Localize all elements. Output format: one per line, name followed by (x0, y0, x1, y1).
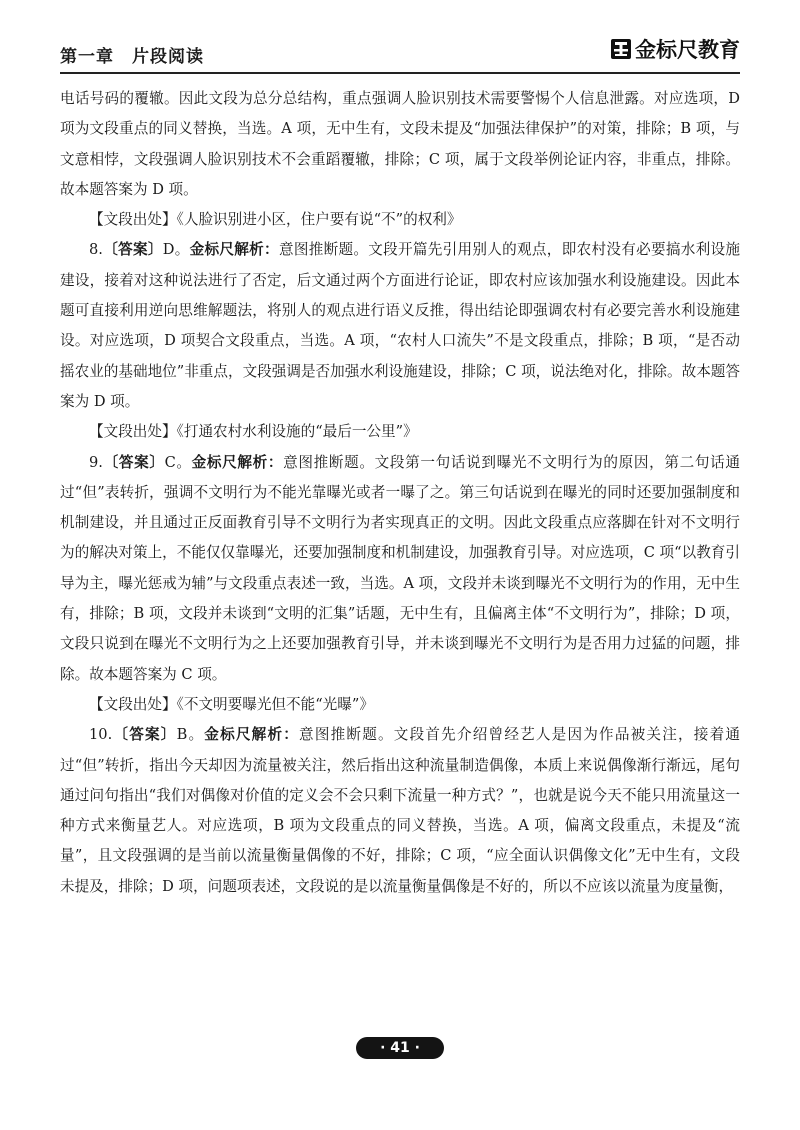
source-9 (60, 690, 740, 720)
source-8 (60, 417, 740, 447)
paragraph-continuation: 电话号码的覆辙。因此文段为总分总结构，重点强调人脸识别技术需要警惕个人信息泄露。对应选项，D 项为文段重点的同义替换，当选。A 项，无中生有，文段未提及“加强法律保护”的对策，排除；B 项，与文意相悖，文段强调人脸识别技术不会重蹈覆辙，排除；C 项，属于文段举例论证内容，非重点，排除。故本题答案为 D 项。 (60, 90, 740, 198)
source-title: 《打通农村水利设施的“最后一公里”》 (176, 423, 418, 441)
page-body (60, 84, 740, 902)
question-number: 8. (89, 241, 103, 259)
question-10 (60, 720, 740, 902)
source-label: 【文段出处】 (89, 211, 177, 229)
answer-value: D。 (162, 241, 190, 259)
answer-label: 〔答案〕 (112, 726, 177, 744)
brand-logo (610, 36, 740, 62)
header-divider (60, 72, 740, 74)
answer-label: 〔答案〕 (102, 241, 163, 259)
brand-name: 金标尺教育 (635, 38, 740, 62)
question-8 (60, 235, 740, 417)
analysis-text: 意图推断题。文段第一句话说到曝光不文明行为的原因，第二句话通过“但”表转折，强调不文明行为不能光靠曝光或者一曝了之。第三句话说到在曝光的同时还要加强制度和机制建设，并且通过正反面教育引导不文明行为者实现真正的文明。因此文段重点应落脚在针对不文明行为的解决对策上，不能仅仅靠曝光，还要加强制度和机制建设，加强教育引导。对应选项，C 项“以教育引导为主，曝光惩戒为辅”与文段重点表述一致，当选。A 项，文段并未谈到曝光不文明行为的作用，无中生有，排除；B 项，文段并未谈到“文明的汇集”话题，无中生有，且偏离主体“不文明行为”，排除；D 项，文段只说到在曝光不文明行为之上还要加强教育引导，并未谈到曝光不文明行为是否用力过猛的问题，排除。故本题答案为 C 项。 (60, 453, 740, 683)
page-number: · 41 · (356, 1037, 444, 1059)
question-number: 9. (89, 453, 103, 471)
analysis-label: 金标尺解析： (189, 241, 279, 259)
chapter-title: 第一章 片段阅读 (60, 47, 204, 67)
analysis-text: 意图推断题。文段开篇先引用别人的观点，即农村没有必要搞水利设施建设，接着对这种说法进行了否定，后文通过两个方面进行论证，即农村应该加强水利设施建设。因此本题可直接利用逆向思维解题法，将别人的观点进行语义反推，得出结论即强调农村有必要完善水利设施建设。对应选项，D 项契合文段重点，当选。A 项，“农村人口流失”不是文段重点，排除；B 项，“是否动摇农业的基础地位”非重点，文段强调是否加强水利设施建设，排除；C 项，说法绝对化，排除。故本题答案为 D 项。 (60, 241, 740, 410)
analysis-label: 金标尺解析： (204, 726, 300, 744)
analysis-label: 金标尺解析： (191, 453, 284, 471)
answer-value: B。 (176, 726, 205, 744)
source-label: 【文段出处】 (89, 423, 177, 441)
source-label: 【文段出处】 (89, 695, 177, 713)
answer-label: 〔答案〕 (102, 453, 165, 471)
question-9 (60, 448, 740, 690)
page-header (60, 32, 740, 72)
source-7 (60, 205, 740, 235)
source-title: 《人脸识别进小区，住户要有说“不”的权利》 (176, 211, 462, 229)
brand-logo-icon (610, 38, 632, 60)
analysis-text: 意图推断题。文段首先介绍曾经艺人是因为作品被关注，接着通过“但”转折，指出今天却因为流量被关注，然后指出这种流量制造偶像，本质上来说偶像渐行渐远，尾句通过问句指出“我们对偶像对价值的定义会不会只剩下流量一种方式？”，也就是说今天不能只用流量这一种方式来衡量艺人。对应选项，B 项为文段重点的同义替换，当选。A 项，偏离文段重点，未提及“流量”，且文段强调的是当前以流量衡量偶像的不好，排除；C 项，“应全面认识偶像文化”无中生有，文段未提及，排除；D 项，问题项表述，文段说的是以流量衡量偶像是不好的，所以不应该以流量为度量衡， (60, 726, 740, 895)
question-number: 10. (89, 726, 113, 744)
answer-value: C。 (164, 453, 192, 471)
source-title: 《不文明要曝光但不能“光曝”》 (176, 695, 374, 713)
